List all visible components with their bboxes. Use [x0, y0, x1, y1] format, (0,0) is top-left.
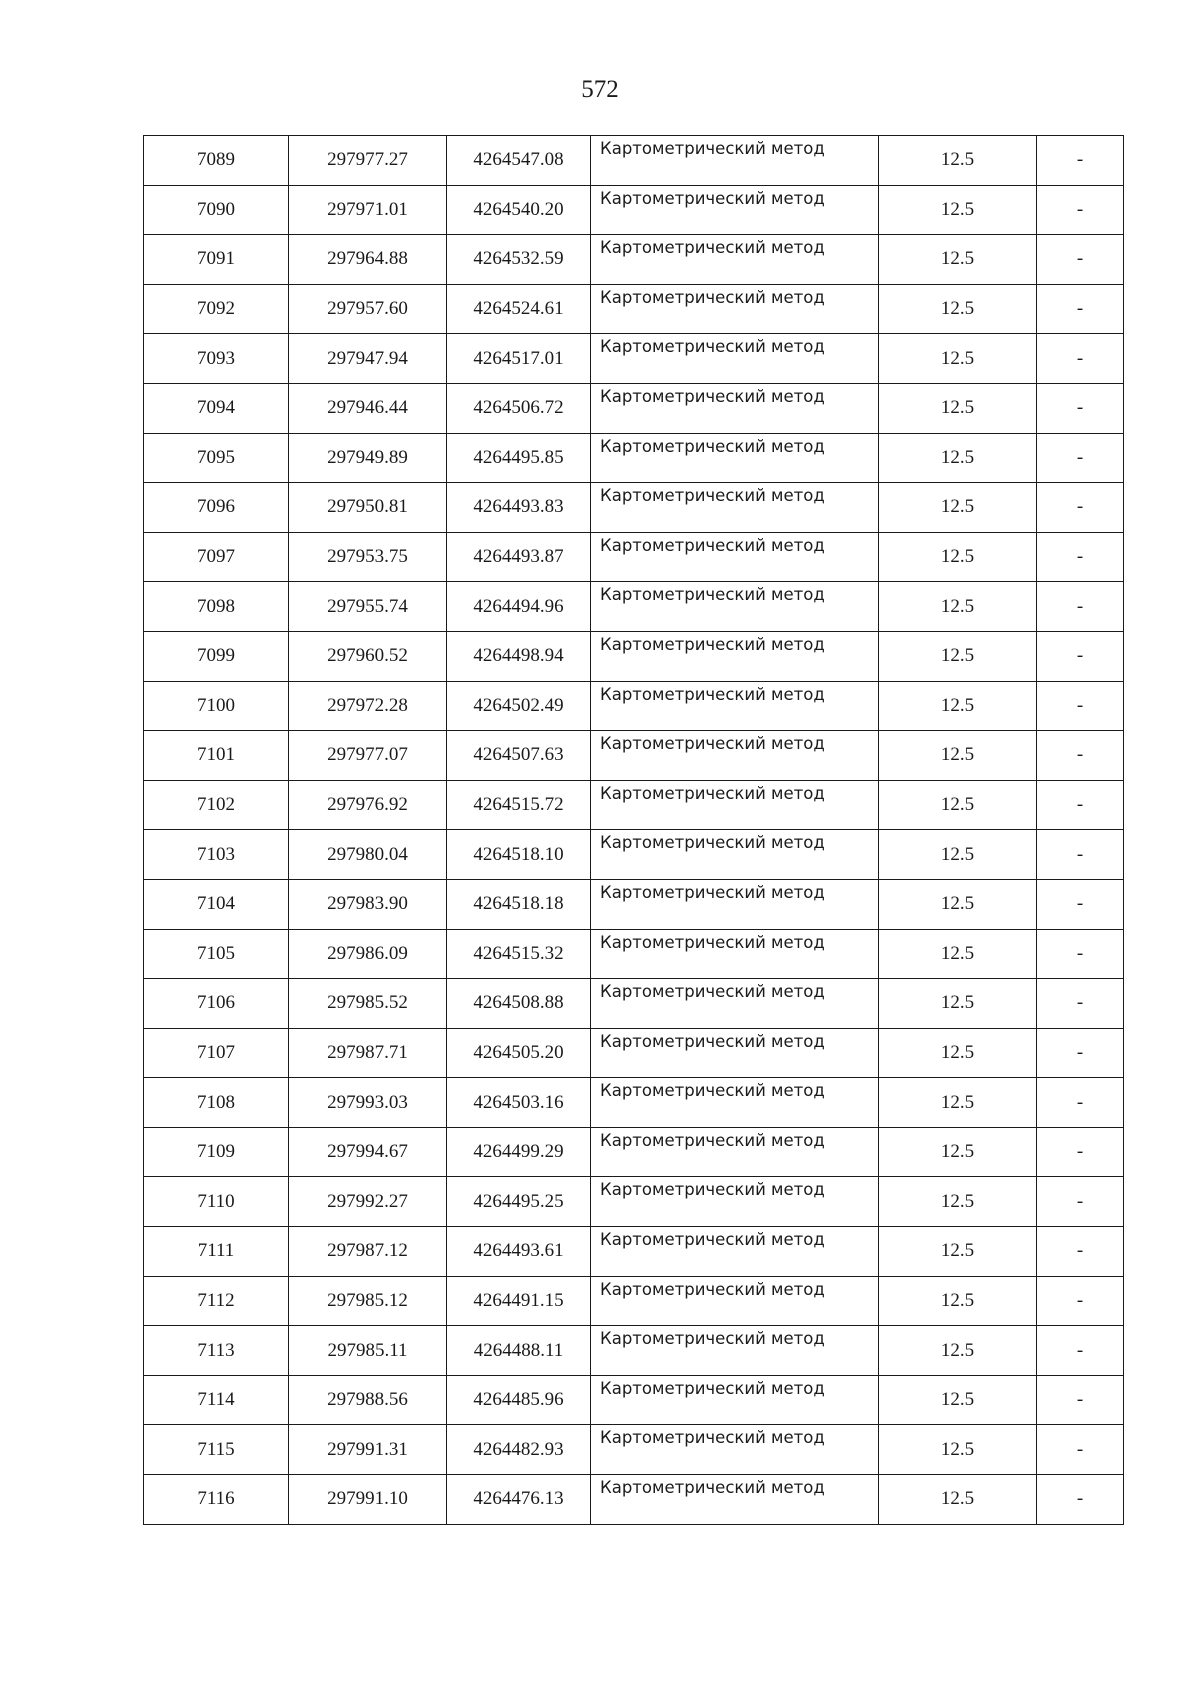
table-row [144, 1326, 1124, 1376]
y-coordinate-cell: 4264518.18 [447, 879, 591, 929]
accuracy-cell: 12.5 [879, 383, 1037, 433]
y-coordinate-cell: 4264476.13 [447, 1475, 591, 1525]
table-row [144, 1276, 1124, 1326]
method-cell: Картометрический метод [591, 979, 879, 1029]
method-cell: Картометрический метод [591, 532, 879, 582]
method-cell: Картометрический метод [591, 1326, 879, 1376]
accuracy-cell: 12.5 [879, 136, 1037, 186]
table-row [144, 681, 1124, 731]
x-coordinate-cell: 297972.28 [289, 681, 447, 731]
x-coordinate-cell: 297955.74 [289, 582, 447, 632]
point-number-cell: 7104 [144, 879, 289, 929]
point-number-cell: 7112 [144, 1276, 289, 1326]
table-row [144, 979, 1124, 1029]
x-coordinate-cell: 297983.90 [289, 879, 447, 929]
y-coordinate-cell: 4264503.16 [447, 1078, 591, 1128]
note-cell: - [1037, 1425, 1124, 1475]
point-number-cell: 7101 [144, 731, 289, 781]
note-cell: - [1037, 433, 1124, 483]
note-cell: - [1037, 582, 1124, 632]
table-row [144, 383, 1124, 433]
point-number-cell: 7092 [144, 284, 289, 334]
method-cell: Картометрический метод [591, 383, 879, 433]
note-cell: - [1037, 136, 1124, 186]
note-cell: - [1037, 334, 1124, 384]
x-coordinate-cell: 297964.88 [289, 235, 447, 285]
note-cell: - [1037, 185, 1124, 235]
table-row [144, 830, 1124, 880]
method-cell: Картометрический метод [591, 582, 879, 632]
method-cell: Картометрический метод [591, 1475, 879, 1525]
x-coordinate-cell: 297987.71 [289, 1028, 447, 1078]
y-coordinate-cell: 4264508.88 [447, 979, 591, 1029]
method-cell: Картометрический метод [591, 136, 879, 186]
accuracy-cell: 12.5 [879, 334, 1037, 384]
x-coordinate-cell: 297988.56 [289, 1375, 447, 1425]
method-cell: Картометрический метод [591, 1127, 879, 1177]
point-number-cell: 7102 [144, 780, 289, 830]
accuracy-cell: 12.5 [879, 1177, 1037, 1227]
y-coordinate-cell: 4264495.25 [447, 1177, 591, 1227]
coordinates-table [143, 135, 1124, 1525]
point-number-cell: 7111 [144, 1227, 289, 1277]
note-cell: - [1037, 1177, 1124, 1227]
y-coordinate-cell: 4264524.61 [447, 284, 591, 334]
note-cell: - [1037, 532, 1124, 582]
y-coordinate-cell: 4264499.29 [447, 1127, 591, 1177]
note-cell: - [1037, 780, 1124, 830]
point-number-cell: 7103 [144, 830, 289, 880]
note-cell: - [1037, 1227, 1124, 1277]
accuracy-cell: 12.5 [879, 582, 1037, 632]
y-coordinate-cell: 4264493.61 [447, 1227, 591, 1277]
accuracy-cell: 12.5 [879, 532, 1037, 582]
accuracy-cell: 12.5 [879, 1028, 1037, 1078]
y-coordinate-cell: 4264482.93 [447, 1425, 591, 1475]
table-row [144, 433, 1124, 483]
table-row [144, 731, 1124, 781]
accuracy-cell: 12.5 [879, 1326, 1037, 1376]
method-cell: Картометрический метод [591, 731, 879, 781]
table-row [144, 1227, 1124, 1277]
point-number-cell: 7115 [144, 1425, 289, 1475]
y-coordinate-cell: 4264488.11 [447, 1326, 591, 1376]
x-coordinate-cell: 297953.75 [289, 532, 447, 582]
accuracy-cell: 12.5 [879, 1227, 1037, 1277]
accuracy-cell: 12.5 [879, 235, 1037, 285]
y-coordinate-cell: 4264493.83 [447, 483, 591, 533]
y-coordinate-cell: 4264506.72 [447, 383, 591, 433]
table-row [144, 185, 1124, 235]
accuracy-cell: 12.5 [879, 1078, 1037, 1128]
accuracy-cell: 12.5 [879, 731, 1037, 781]
point-number-cell: 7116 [144, 1475, 289, 1525]
x-coordinate-cell: 297980.04 [289, 830, 447, 880]
y-coordinate-cell: 4264515.32 [447, 929, 591, 979]
x-coordinate-cell: 297976.92 [289, 780, 447, 830]
method-cell: Картометрический метод [591, 483, 879, 533]
table-row [144, 1177, 1124, 1227]
method-cell: Картометрический метод [591, 284, 879, 334]
note-cell: - [1037, 830, 1124, 880]
method-cell: Картометрический метод [591, 1078, 879, 1128]
x-coordinate-cell: 297987.12 [289, 1227, 447, 1277]
x-coordinate-cell: 297985.52 [289, 979, 447, 1029]
accuracy-cell: 12.5 [879, 979, 1037, 1029]
y-coordinate-cell: 4264494.96 [447, 582, 591, 632]
table-row [144, 483, 1124, 533]
x-coordinate-cell: 297946.44 [289, 383, 447, 433]
point-number-cell: 7090 [144, 185, 289, 235]
table-row [144, 1078, 1124, 1128]
note-cell: - [1037, 383, 1124, 433]
method-cell: Картометрический метод [591, 1227, 879, 1277]
y-coordinate-cell: 4264498.94 [447, 631, 591, 681]
accuracy-cell: 12.5 [879, 631, 1037, 681]
note-cell: - [1037, 1375, 1124, 1425]
point-number-cell: 7109 [144, 1127, 289, 1177]
page-number: 572 [581, 76, 619, 103]
method-cell: Картометрический метод [591, 1276, 879, 1326]
accuracy-cell: 12.5 [879, 929, 1037, 979]
accuracy-cell: 12.5 [879, 1475, 1037, 1525]
method-cell: Картометрический метод [591, 235, 879, 285]
note-cell: - [1037, 1127, 1124, 1177]
method-cell: Картометрический метод [591, 830, 879, 880]
method-cell: Картометрический метод [591, 929, 879, 979]
y-coordinate-cell: 4264517.01 [447, 334, 591, 384]
accuracy-cell: 12.5 [879, 1425, 1037, 1475]
x-coordinate-cell: 297991.10 [289, 1475, 447, 1525]
table-row [144, 235, 1124, 285]
x-coordinate-cell: 297977.07 [289, 731, 447, 781]
point-number-cell: 7100 [144, 681, 289, 731]
y-coordinate-cell: 4264547.08 [447, 136, 591, 186]
table-row [144, 284, 1124, 334]
accuracy-cell: 12.5 [879, 1375, 1037, 1425]
x-coordinate-cell: 297957.60 [289, 284, 447, 334]
note-cell: - [1037, 1475, 1124, 1525]
point-number-cell: 7114 [144, 1375, 289, 1425]
note-cell: - [1037, 483, 1124, 533]
point-number-cell: 7091 [144, 235, 289, 285]
y-coordinate-cell: 4264505.20 [447, 1028, 591, 1078]
table-row [144, 334, 1124, 384]
x-coordinate-cell: 297991.31 [289, 1425, 447, 1475]
y-coordinate-cell: 4264515.72 [447, 780, 591, 830]
x-coordinate-cell: 297949.89 [289, 433, 447, 483]
point-number-cell: 7089 [144, 136, 289, 186]
y-coordinate-cell: 4264507.63 [447, 731, 591, 781]
note-cell: - [1037, 235, 1124, 285]
method-cell: Картометрический метод [591, 1425, 879, 1475]
x-coordinate-cell: 297947.94 [289, 334, 447, 384]
note-cell: - [1037, 1276, 1124, 1326]
accuracy-cell: 12.5 [879, 185, 1037, 235]
point-number-cell: 7096 [144, 483, 289, 533]
accuracy-cell: 12.5 [879, 1276, 1037, 1326]
x-coordinate-cell: 297950.81 [289, 483, 447, 533]
table-row [144, 929, 1124, 979]
x-coordinate-cell: 297994.67 [289, 1127, 447, 1177]
method-cell: Картометрический метод [591, 1375, 879, 1425]
x-coordinate-cell: 297986.09 [289, 929, 447, 979]
coordinates-table-body [144, 136, 1124, 1525]
note-cell: - [1037, 1028, 1124, 1078]
point-number-cell: 7113 [144, 1326, 289, 1376]
y-coordinate-cell: 4264518.10 [447, 830, 591, 880]
table-row [144, 631, 1124, 681]
method-cell: Картометрический метод [591, 631, 879, 681]
point-number-cell: 7110 [144, 1177, 289, 1227]
table-row [144, 1425, 1124, 1475]
note-cell: - [1037, 731, 1124, 781]
note-cell: - [1037, 681, 1124, 731]
method-cell: Картометрический метод [591, 1177, 879, 1227]
accuracy-cell: 12.5 [879, 1127, 1037, 1177]
point-number-cell: 7094 [144, 383, 289, 433]
table-row [144, 532, 1124, 582]
y-coordinate-cell: 4264495.85 [447, 433, 591, 483]
point-number-cell: 7098 [144, 582, 289, 632]
table-row [144, 1375, 1124, 1425]
point-number-cell: 7097 [144, 532, 289, 582]
point-number-cell: 7099 [144, 631, 289, 681]
method-cell: Картометрический метод [591, 780, 879, 830]
x-coordinate-cell: 297977.27 [289, 136, 447, 186]
point-number-cell: 7106 [144, 979, 289, 1029]
x-coordinate-cell: 297960.52 [289, 631, 447, 681]
x-coordinate-cell: 297993.03 [289, 1078, 447, 1128]
method-cell: Картометрический метод [591, 681, 879, 731]
table-row [144, 1028, 1124, 1078]
y-coordinate-cell: 4264493.87 [447, 532, 591, 582]
table-row [144, 582, 1124, 632]
accuracy-cell: 12.5 [879, 433, 1037, 483]
table-row [144, 136, 1124, 186]
x-coordinate-cell: 297992.27 [289, 1177, 447, 1227]
y-coordinate-cell: 4264491.15 [447, 1276, 591, 1326]
note-cell: - [1037, 284, 1124, 334]
y-coordinate-cell: 4264532.59 [447, 235, 591, 285]
table-row [144, 879, 1124, 929]
y-coordinate-cell: 4264502.49 [447, 681, 591, 731]
accuracy-cell: 12.5 [879, 780, 1037, 830]
table-row [144, 780, 1124, 830]
x-coordinate-cell: 297985.11 [289, 1326, 447, 1376]
point-number-cell: 7108 [144, 1078, 289, 1128]
point-number-cell: 7093 [144, 334, 289, 384]
note-cell: - [1037, 979, 1124, 1029]
method-cell: Картометрический метод [591, 334, 879, 384]
note-cell: - [1037, 879, 1124, 929]
y-coordinate-cell: 4264485.96 [447, 1375, 591, 1425]
note-cell: - [1037, 1326, 1124, 1376]
method-cell: Картометрический метод [591, 879, 879, 929]
point-number-cell: 7107 [144, 1028, 289, 1078]
accuracy-cell: 12.5 [879, 284, 1037, 334]
table-row [144, 1127, 1124, 1177]
accuracy-cell: 12.5 [879, 830, 1037, 880]
accuracy-cell: 12.5 [879, 483, 1037, 533]
table-row [144, 1475, 1124, 1525]
note-cell: - [1037, 631, 1124, 681]
method-cell: Картометрический метод [591, 1028, 879, 1078]
accuracy-cell: 12.5 [879, 681, 1037, 731]
x-coordinate-cell: 297971.01 [289, 185, 447, 235]
accuracy-cell: 12.5 [879, 879, 1037, 929]
point-number-cell: 7095 [144, 433, 289, 483]
method-cell: Картометрический метод [591, 433, 879, 483]
point-number-cell: 7105 [144, 929, 289, 979]
note-cell: - [1037, 929, 1124, 979]
note-cell: - [1037, 1078, 1124, 1128]
x-coordinate-cell: 297985.12 [289, 1276, 447, 1326]
method-cell: Картометрический метод [591, 185, 879, 235]
y-coordinate-cell: 4264540.20 [447, 185, 591, 235]
